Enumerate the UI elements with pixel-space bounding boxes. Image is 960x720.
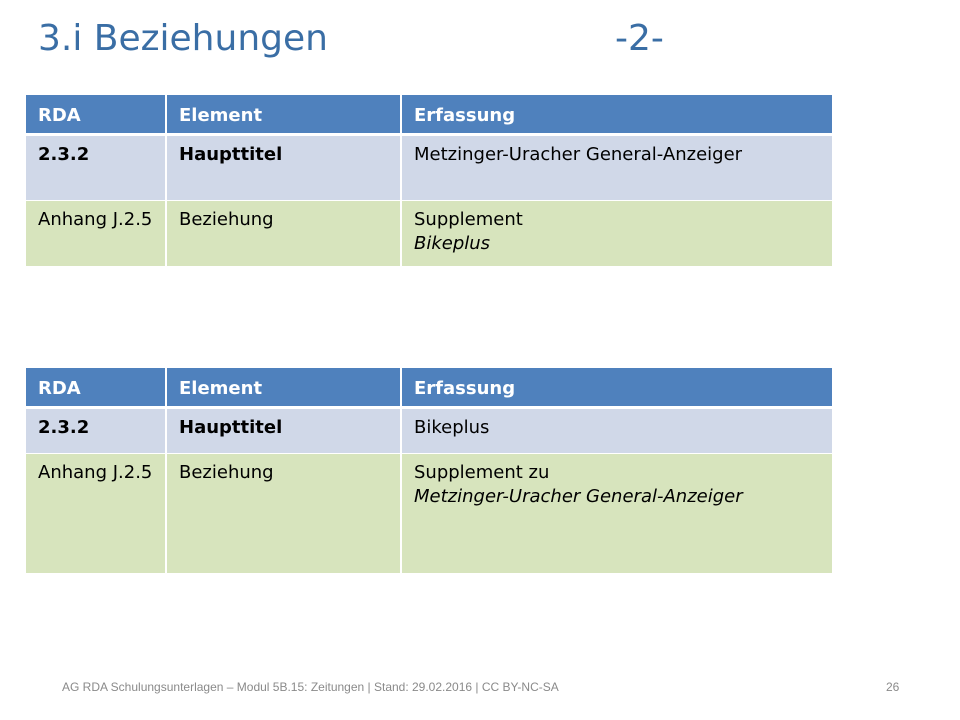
cell-rda: Anhang J.2.5 bbox=[26, 201, 166, 267]
relationship-table-1 bbox=[26, 95, 832, 266]
cell-rda: Anhang J.2.5 bbox=[26, 454, 166, 574]
header-erfassung: Erfassung bbox=[401, 368, 832, 408]
cell-rda: 2.3.2 bbox=[26, 135, 166, 201]
page-number: 26 bbox=[886, 680, 900, 694]
table-row bbox=[26, 408, 832, 454]
slide-title-number: -2- bbox=[615, 18, 664, 59]
cell-erfassung bbox=[401, 201, 832, 267]
slide-title bbox=[38, 18, 664, 59]
header-rda: RDA bbox=[26, 95, 166, 135]
cell-erfassung-text: Supplement bbox=[414, 209, 523, 230]
cell-erfassung-text: Supplement zu bbox=[414, 462, 550, 483]
table-row bbox=[26, 135, 832, 201]
cell-erfassung-title: Metzinger-Uracher General-Anzeiger bbox=[414, 486, 743, 507]
table-header-row bbox=[26, 95, 832, 135]
header-erfassung: Erfassung bbox=[401, 95, 832, 135]
relationship-table-2 bbox=[26, 368, 832, 573]
table-header-row bbox=[26, 368, 832, 408]
cell-element: Haupttitel bbox=[166, 135, 401, 201]
cell-erfassung-title: Bikeplus bbox=[414, 233, 491, 254]
slide-footer: AG RDA Schulungsunterlagen – Modul 5B.15: Zeitungen | Stand: 29.02.2016 | CC BY-NC-SA bbox=[62, 680, 559, 694]
cell-erfassung: Bikeplus bbox=[401, 408, 832, 454]
cell-element: Haupttitel bbox=[166, 408, 401, 454]
cell-element: Beziehung bbox=[166, 454, 401, 574]
cell-element: Beziehung bbox=[166, 201, 401, 267]
header-rda: RDA bbox=[26, 368, 166, 408]
table-row bbox=[26, 454, 832, 574]
header-element: Element bbox=[166, 95, 401, 135]
table-row bbox=[26, 201, 832, 267]
cell-rda: 2.3.2 bbox=[26, 408, 166, 454]
header-element: Element bbox=[166, 368, 401, 408]
cell-erfassung: Metzinger-Uracher General-Anzeiger bbox=[401, 135, 832, 201]
cell-erfassung bbox=[401, 454, 832, 574]
slide-title-text: 3.i Beziehungen bbox=[38, 18, 328, 59]
